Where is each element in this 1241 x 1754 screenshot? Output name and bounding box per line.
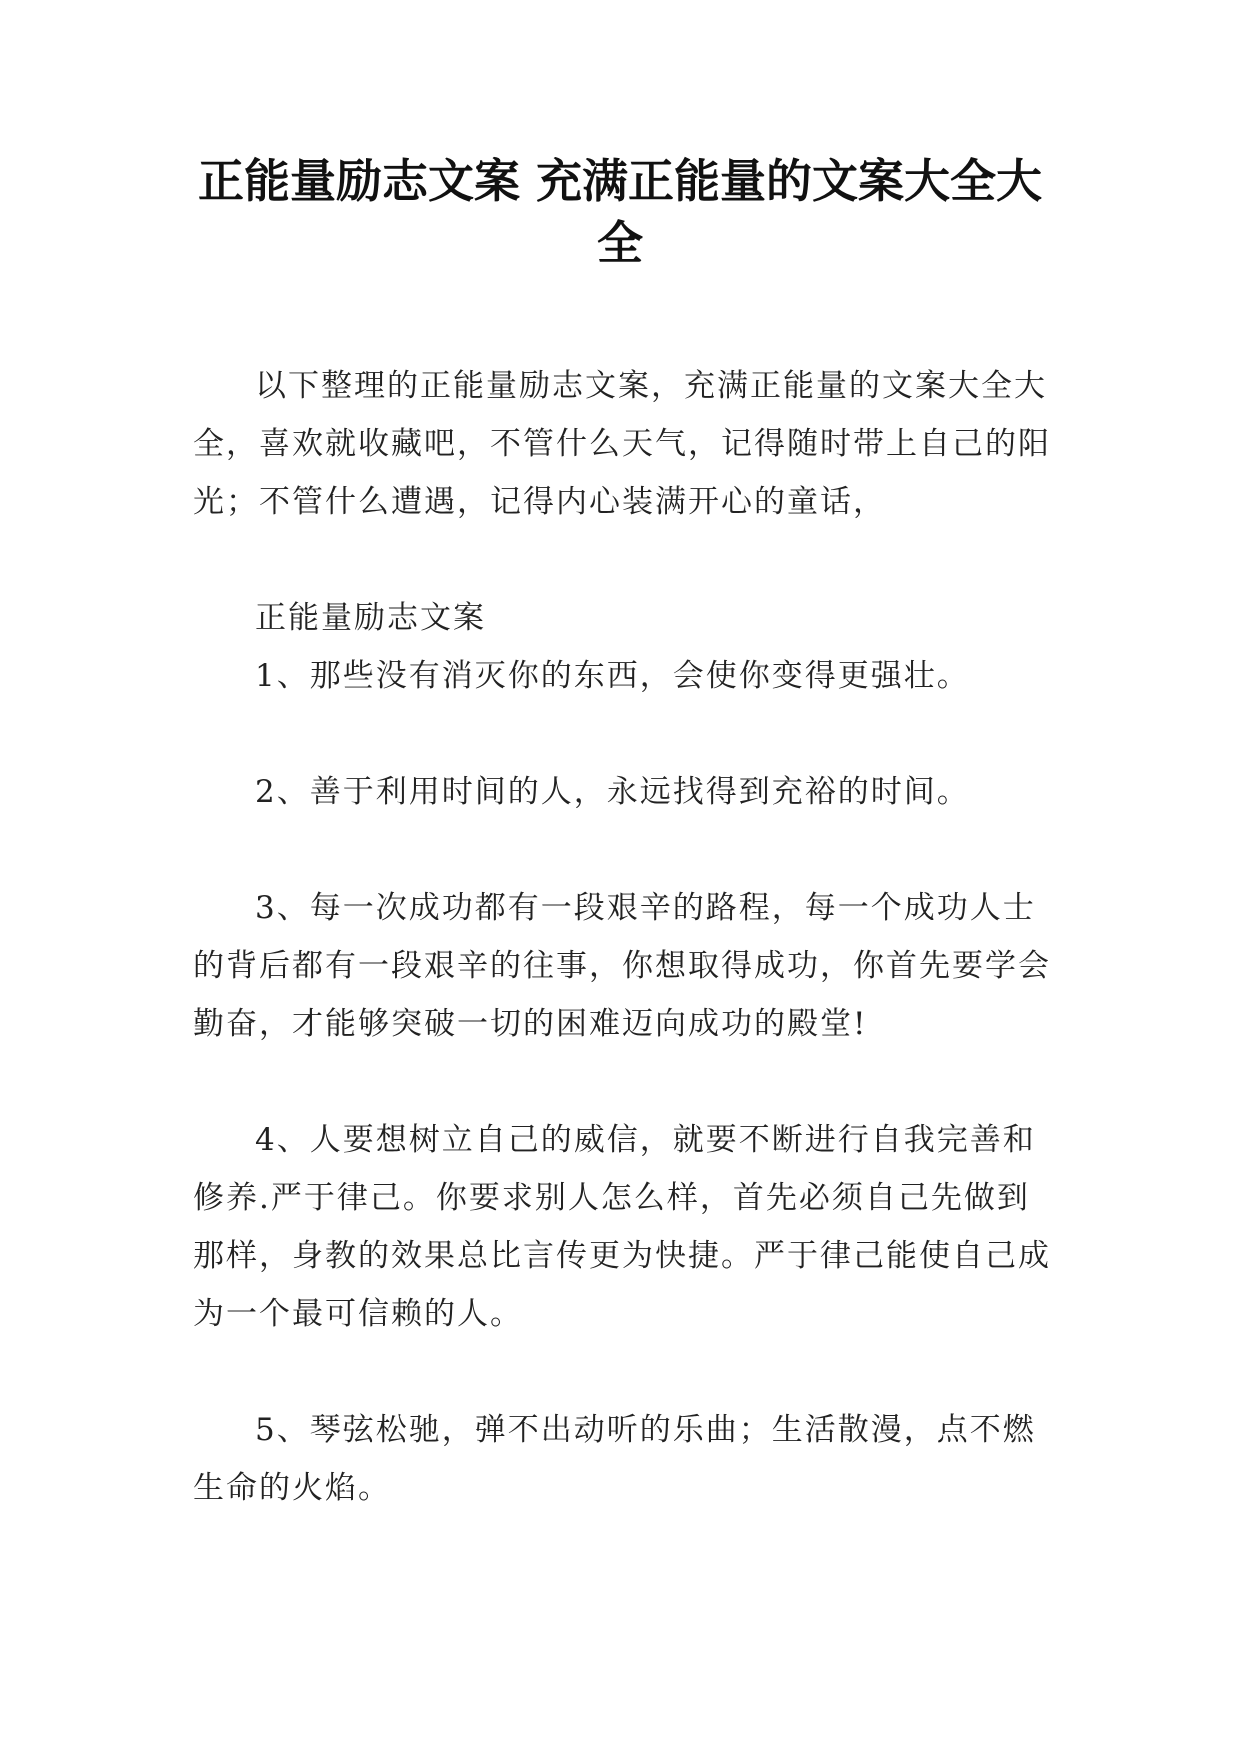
intro-paragraph: 以下整理的正能量励志文案，充满正能量的文案大全大全，喜欢就收藏吧，不管什么天气，记得随时带上自己的阳光；不管什么遭遇，记得内心装满开心的童话， <box>193 368 1051 520</box>
list-item: 3、每一次成功都有一段艰辛的路程，每一个成功人士的背后都有一段艰辛的往事，你想取得成功，你首先要学会勤奋，才能够突破一切的困难迈向成功的殿堂! <box>193 890 1051 1042</box>
list-item: 5、琴弦松驰，弹不出动听的乐曲；生活散漫，点不燃生命的火焰。 <box>193 1412 1036 1506</box>
document-title: 正能量励志文案 充满正能量的文案大全大全 <box>197 154 1042 270</box>
document-body <box>193 357 1053 1517</box>
list-item: 1、那些没有消灭你的东西，会使你变得更强壮。 <box>255 658 970 694</box>
list-item: 2、善于利用时间的人，永远找得到充裕的时间。 <box>255 774 970 810</box>
list-item: 4、人要想树立自己的威信，就要不断进行自我完善和修养.严于律己。你要求别人怎么样，首先必须自己先做到那样，身教的效果总比言传更为快捷。严于律己能使自己成为一个最可信赖的人。 <box>193 1122 1051 1332</box>
section-heading: 正能量励志文案 <box>255 600 486 636</box>
